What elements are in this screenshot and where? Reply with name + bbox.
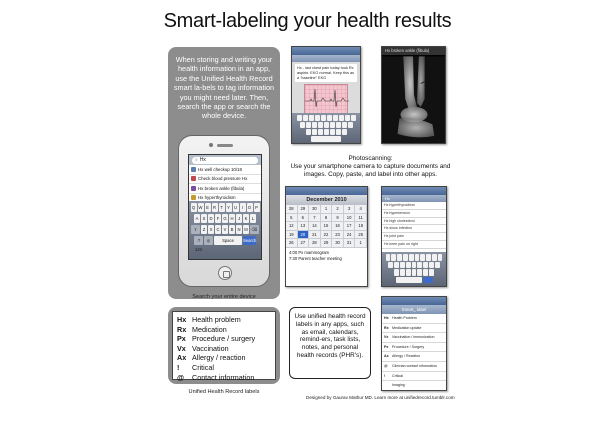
calendar-day[interactable]: 28 [309,239,321,248]
label-menu-screenshot [381,296,447,391]
photoscanning-body: Use your smartphone camera to capture documents and images. Copy, paste, and label into other apps. [290,163,451,179]
key[interactable]: H [230,216,234,221]
calendar-day[interactable]: 19 [286,231,298,240]
home-button[interactable] [218,266,232,280]
label-code: ! [177,362,180,372]
note-screenshot [291,46,361,144]
label-text: Allergy / reaction [192,353,246,363]
app-icon [191,167,196,172]
calendar-month: December 2010 [286,195,367,205]
menu-item[interactable]: Imaging [382,381,446,391]
menu-item[interactable]: Ax Allergy / Reaction [382,352,446,362]
labels-list [172,311,276,380]
label-row [177,353,271,363]
key[interactable]: O [247,205,252,210]
calendar-day[interactable]: 21 [309,231,321,240]
key[interactable]: Y [227,205,230,210]
note-text: Hx - last chest pain today took Rx aspirin. EKG normal. Keep this as a "baseline" EKG [295,64,357,82]
menu-item[interactable]: Px Procedure / Surgery [382,343,446,353]
key[interactable]: N [237,227,241,232]
intro-text: When storing and writing your health information in an app, use the Unified Health Record smart la-bels to tag information you might need later. Then, search the app or search the whole device. [173,55,275,121]
key[interactable]: E [206,205,209,210]
search-query: Hx [199,156,206,163]
camera-icon [209,143,213,147]
menu-item[interactable]: Hx Health Problem [382,314,446,324]
calendar-day[interactable]: 17 [344,222,356,231]
result-label: Hx broken ankle (fibula) [198,185,245,191]
search-results [189,165,261,203]
list-item[interactable]: Hx hyperthyroidism [382,202,446,210]
label-code: @ [177,372,185,382]
label-row [177,325,271,335]
calendar-day[interactable]: 13 [298,222,310,231]
space-key[interactable]: Space [214,236,242,245]
label-text: Critical [192,362,214,372]
calendar-day[interactable]: 30 [309,205,321,214]
label-row [177,363,271,373]
label-code: Vx [177,343,186,353]
result-label: Check blood pressure Hx [198,176,248,181]
label-code: Hx [177,315,187,324]
calendar-day[interactable]: 16 [332,222,344,231]
calendar-day[interactable]: 29 [298,205,310,214]
calendar-day[interactable]: 26 [286,239,298,248]
key[interactable]: Q [191,205,196,210]
calendar-day[interactable]: 6 [298,214,310,223]
search-query: Hx [382,195,446,202]
status-bar [382,297,446,305]
list-item[interactable]: Hx sinus infection [382,225,446,233]
list-item[interactable]: Hx hypertension [382,210,446,218]
key[interactable]: X [209,227,213,232]
globe-icon[interactable]: ◎ [204,236,213,245]
calendar-screenshot [285,186,368,287]
calendar-grid [286,205,367,248]
key[interactable]: I [240,203,246,212]
intro-panel [168,47,280,299]
photoscanning-caption [288,155,453,180]
shift-key[interactable]: ⇧ [191,225,200,234]
keyboard-row [190,203,260,212]
usage-callout: Use unified health record labels in any apps, such as email, calendars, remind-ers, task lists, notes, and personal health records (PHR's). [289,307,371,379]
calendar-day[interactable]: 25 [355,231,367,240]
calendar-events [286,248,367,265]
key[interactable]: W [198,205,203,210]
result-label: Hx well checkup 10/18 [198,166,242,172]
calendar-day[interactable]: 24 [344,231,356,240]
xray-image [382,55,445,144]
keyboard [382,252,446,286]
key[interactable]: J [237,216,241,221]
xray-title: Hx broken ankle (fibula) [382,47,445,55]
label-text: Contact information [192,372,255,382]
calendar-day[interactable]: 15 [321,222,333,231]
keyboard-row [190,236,260,252]
list-item[interactable] [189,184,261,194]
key[interactable]: T [220,205,223,210]
nav-bar [292,55,360,62]
credit-line: Designed by Gaurav Mathur MD. Learn more at unifiedrecord.tumblr.com [306,395,455,400]
label-code: Ax [177,353,187,363]
result-label: Hx hyperthyroidism [198,195,236,200]
key[interactable]: U [233,205,238,210]
menu-header: Smart_ label [382,305,446,314]
key[interactable]: D [209,216,213,221]
label-row [177,344,271,354]
ekg-image [304,84,348,114]
key[interactable]: A [195,216,199,221]
menu-item[interactable]: ! Critical [382,372,446,382]
backspace-key[interactable]: ⌫ [251,227,258,232]
key[interactable]: B [230,227,234,232]
menu-item[interactable]: Rx Medication update [382,324,446,334]
calendar-day[interactable]: 1 [355,239,367,248]
search-icon: ⌕ [195,156,198,163]
key[interactable]: P [255,205,258,210]
key[interactable]: G [223,216,227,221]
calendar-day[interactable]: 20 [298,231,310,240]
key[interactable]: Z [202,227,206,232]
calendar-day[interactable]: 31 [344,239,356,248]
key[interactable]: C [216,227,220,232]
search-list-screenshot [381,186,447,287]
menu-item[interactable]: @ Clinician contact information [382,362,446,372]
result-list [382,202,446,249]
calendar-day[interactable]: 29 [321,239,333,248]
calendar-day[interactable]: 28 [286,205,298,214]
key[interactable]: V [223,227,227,232]
status-bar [286,187,367,195]
label-text: Medication [192,324,227,334]
list-item[interactable]: Hx high cholesterol [382,218,446,226]
label-row [177,334,271,344]
calendar-day[interactable]: 4 [355,205,367,214]
keyboard [292,113,360,143]
menu-item[interactable]: Vx Vaccination / immunization [382,333,446,343]
label-text: Vaccination [192,343,229,353]
status-bar [292,47,360,55]
keyboard-row [190,225,260,234]
caption-labels: Unified Health Record labels [188,389,260,395]
search-key[interactable]: Search [243,238,257,243]
speaker-icon [217,144,233,147]
labels-panel [168,307,280,384]
status-bar [382,187,446,195]
keyboard-row [190,214,260,223]
search-bar [189,155,261,165]
ekg-trace [305,85,349,115]
label-code: Px [177,334,186,344]
keyboard [189,201,261,259]
numbers-key[interactable]: .?123 [195,238,202,252]
page-title: Smart-labeling your health results [163,10,452,32]
key[interactable]: M [244,227,248,232]
calendar-event[interactable]: 4:00 Px mammogram [289,249,330,255]
calendar-day[interactable]: 27 [298,239,310,248]
photoscanning-heading: Photoscanning: [348,155,393,162]
calendar-day[interactable]: 23 [332,231,344,240]
label-row [177,315,271,325]
calendar-day[interactable]: 2 [332,205,344,214]
calendar-event[interactable]: 7:30 Parent teacher meeting [289,256,342,261]
calendar-day[interactable]: 14 [309,222,321,231]
caption-search: Search your entire device [192,294,256,300]
label-text: Health problem [192,315,241,324]
calendar-day[interactable]: 30 [332,239,344,248]
calendar-day[interactable]: 8 [321,214,333,223]
calendar-day[interactable]: 7 [309,214,321,223]
app-icon [191,186,196,191]
label-code: Rx [177,324,187,334]
calendar-day[interactable]: 10 [344,214,356,223]
key[interactable]: F [216,216,220,221]
calendar-day[interactable]: 9 [332,214,344,223]
calendar-day[interactable]: 3 [344,205,356,214]
key[interactable]: L [251,216,255,221]
calendar-day[interactable]: 12 [286,222,298,231]
app-icon [191,176,196,181]
calendar-day[interactable]: 11 [355,214,367,223]
calendar-day[interactable]: 5 [286,214,298,223]
label-row [177,373,271,383]
key[interactable]: S [202,216,206,221]
list-item[interactable]: Hx knee pain on right [382,241,446,249]
list-item[interactable]: Hx joint pain [382,233,446,241]
label-text: Procedure / surgery [192,334,256,344]
search-phone [178,135,270,287]
calendar-day[interactable]: 1 [321,205,333,214]
key[interactable]: R [212,205,217,210]
calendar-day[interactable]: 18 [355,222,367,231]
xray-screenshot [381,46,446,144]
phone-screen [188,154,262,260]
search-input[interactable] [192,157,258,164]
list-item[interactable] [189,175,261,185]
calendar-day[interactable]: 22 [321,231,333,240]
list-item[interactable] [189,165,261,175]
app-icon [191,195,196,200]
key[interactable]: K [244,216,248,221]
